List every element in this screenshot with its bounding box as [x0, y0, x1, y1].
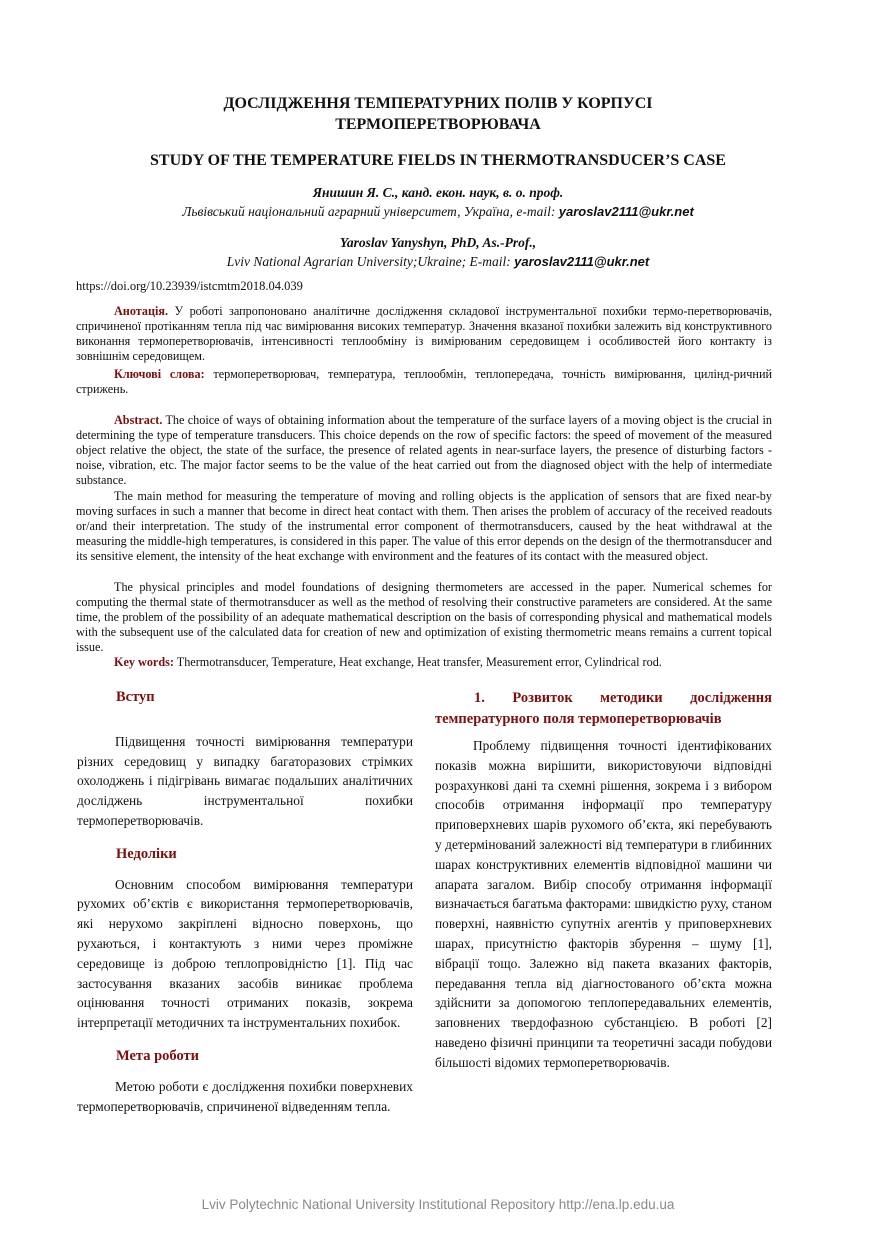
- abstract-paragraph-3: The physical principles and model foundations of designing thermometers are accessed in the paper. Numerical schemes for computing the thermal state of thermotransducer as well as the method of resolving their constructive parameters are considered. At the same time, the problem of the possibility of an adequate mathematical description on the basis of corresponding physical and mathematical models with the subsequent use of the calculated data for creation of new and optimization of existing thermometric means remains a current topical issue.: [76, 580, 772, 654]
- goal-heading: Мета роботи: [116, 1047, 200, 1064]
- abstract-paragraph-1: [76, 413, 772, 488]
- doi-link[interactable]: https://doi.org/10.23939/istcmtm2018.04.039: [76, 279, 303, 293]
- author-ua-email[interactable]: yaroslav2111@ukr.net: [558, 204, 694, 219]
- intro-text: Підвищення точності вимірювання температури різних середовищ у випадку багаторазових стрімких охолоджень і підігрівань вимагає подальших аналітичних досліджень інструментальної похибки термоперетворювачів.: [77, 733, 413, 828]
- author-ua-affiliation: Львівський національний аграрний університет, Україна, e-mail: yaroslav2111@ukr.net: [182, 204, 694, 219]
- author-en-affiliation: Lviv National Agrarian University;Ukraine; E-mail: yaroslav2111@ukr.net: [226, 254, 650, 269]
- title-ua-line2: ТЕРМОПЕРЕТВОРЮВАЧА: [335, 116, 541, 133]
- keywords-en-paragraph: [76, 655, 772, 670]
- keywords-ua-text: термоперетворювач, температура, теплообмін, теплопередача, точність вимірювання, цилінд-ричний стрижень.: [76, 367, 772, 396]
- section-1-text: Проблему підвищення точності ідентифікованих показів можна вирішити, використовуючи відповідні розрахункові дані та схемні рішення, зокрема і з вибором способів отримання інформації про температуру приповерхневих шарів рухомого об’єкта, які перебувають у детермінований залежності від температури в глибинних шарах конструктивних елементів відповідної машини чи апарата загалом. Вибір способу отримання інформації визначається багатьма факторами: швидкістю руху, станом поверхні, наявністю супутніх агентів у приповерхневих шарах, присутністю факторів збурення – шуму [1], вібрації тощо. Залежно від пакета вказаних факторів, передавання тепла від діагностованого об’єкта можна здійснити за допомогою теплопередавальних елементів, заповнених твердофазною субстанцією. В роботі [2] наведено фізичні принципи та теоретичні засади побудови більшості відомих термоперетворювачів.: [435, 738, 772, 1070]
- author-en-email[interactable]: yaroslav2111@ukr.net: [514, 254, 650, 269]
- author-ua-name: Янишин Я. С., канд. екон. наук, в. о. проф.: [312, 185, 564, 200]
- annotation-label: Анотація.: [114, 304, 169, 318]
- annotation-text: У роботі запропоновано аналітичне дослідження складової інструментальної похибки термо-перетворювачів, спричиненої протіканням тепла під час вимірювання високих температур. Значення вказаної похибки залежить від конструктивного виконання термоперетворювачів, інтенсивності теплообміну із вимірюваним середовищем і особливостей його контакту із зовнішнім середовищем.: [76, 304, 772, 363]
- flaws-text: Основним способом вимірювання температури рухомих об’єктів є використання термоперетворювачів, які нерухомо закріплені відносно поверхонь, що рухаються, і контактують з ними через проміжне середовище із доброю теплопровідністю [1]. Під час застосування вказаних засобів виникає проблема оцінювання точності отриманих показів, зокрема інтерпретації методичних та інструментальних похибок.: [77, 876, 413, 1031]
- abstract-paragraph-2: The main method for measuring the temperature of moving and rolling objects is the application of sensors that are fixed near-by moving surfaces in such a manner that become in direct heat contact with them. Then arises the problem of accuracy of the received readouts or/and their interpretation. The study of the instrumental error component of thermotransducers, caused by the heat withdrawal at the measuring the middle-high temperatures, is considered in this paper. The value of this error depends on the design of the thermotransducer and its sensitive element, the intensity of the heat exchange with environment and the features of its contact with the measured object.: [76, 489, 772, 563]
- left-column: [77, 688, 413, 1116]
- title-english: STUDY OF THE TEMPERATURE FIELDS IN THERMOTRANSDUCER’S CASE: [150, 152, 726, 169]
- keywords-en-text: Thermotransducer, Temperature, Heat exchange, Heat transfer, Measurement error, Cylindrical rod.: [173, 655, 662, 669]
- repository-footer: Lviv Polytechnic National University Institutional Repository http://ena.lp.edu.ua: [201, 1197, 675, 1212]
- section-1-heading: 1. Розвиток методики дослідження температурного поля термоперетворювачів: [435, 690, 772, 727]
- keywords-en-label: Key words:: [114, 655, 174, 669]
- goal-text: Метою роботи є дослідження похибки поверхневих термоперетворювачів, спричиненої відведенням тепла.: [77, 1078, 413, 1114]
- keywords-ua-paragraph: [76, 367, 772, 397]
- abstract-label: Abstract.: [114, 413, 163, 427]
- right-column: [435, 688, 772, 1073]
- intro-heading: Вступ: [116, 689, 155, 705]
- annotation-paragraph: [76, 304, 772, 364]
- title-ukrainian: [90, 93, 786, 135]
- keywords-ua-label: Ключові слова:: [114, 367, 205, 381]
- flaws-heading: Недоліки: [116, 845, 177, 862]
- author-en-name: Yaroslav Yanyshyn, PhD, As.-Prof.,: [339, 235, 537, 250]
- title-ua-line1: ДОСЛІДЖЕННЯ ТЕМПЕРАТУРНИХ ПОЛІВ У КОРПУСІ: [223, 95, 653, 112]
- abstract-p1: The choice of ways of obtaining information about the temperature of the surface layers of a moving object is the crucial in determining the type of temperature transducers. This choice depends on the row of specific factors: the speed of movement of the measured object relative the object, the state of the surface, the presence of related agents in near-surface layers, the presence of disturbing factors - noise, vibration, etc. The major factor seems to be the value of the heat carried out from the diagnosed object with the help of intermediate substance.: [76, 413, 772, 487]
